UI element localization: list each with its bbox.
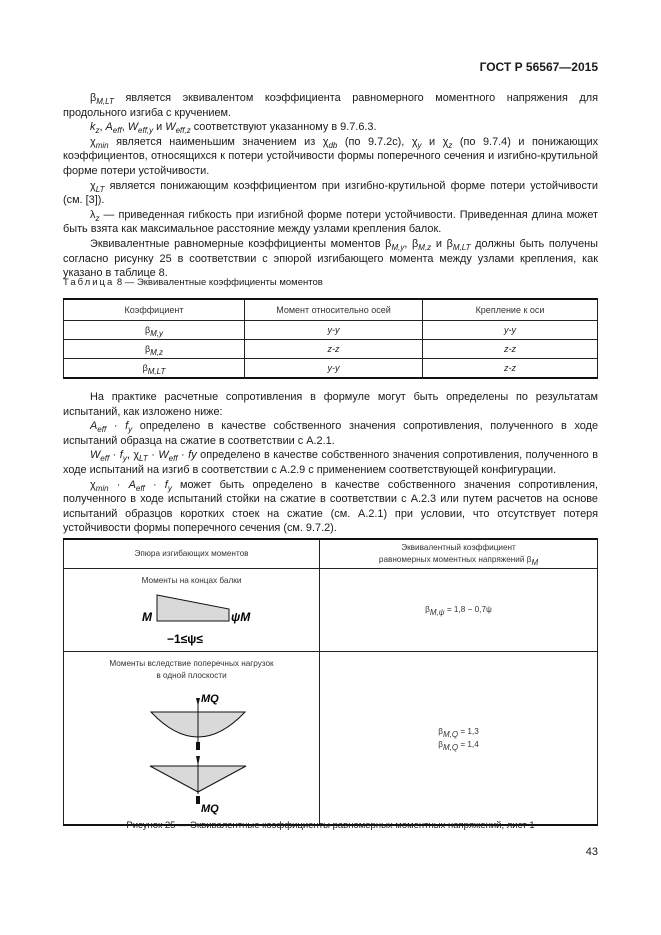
formula-line [320,739,597,752]
subscript: eff [100,454,110,464]
subscript: eff [112,126,122,136]
text-run: и [153,121,166,134]
table-header-row [64,299,598,321]
math-symbol: fy [188,449,197,462]
figure-25-table [63,538,598,826]
text-run: может быть определено в качестве собственного значения сопротивления, полученного в ходе испытаний стойки на сжатие в соответствии с А.2.3 или путем расчетов на основе испытаний образцов коротких стоек на сжатие (см. А.2.1) при условии, что отсутствует потеря устойчивости формы поперечного сечения (см. 9.7.2). [63,478,598,535]
load-arrow-icon [196,698,200,706]
moment-left-label: M [142,609,152,624]
math-symbol: A [105,121,113,134]
moment-cell: y-y [245,359,423,379]
fix-cell: z-z [423,340,598,359]
text-run: λ [90,208,96,221]
moment-cell: y-y [245,321,423,340]
formula-sub: M,ψ [429,608,445,617]
coef-symbol: β [142,363,148,373]
subscript: z [95,213,100,223]
figure-row-transverse-loads [64,651,598,825]
figure-header-left: Эпюра изгибающих моментов [64,539,320,568]
coef-subscript: M,LT [147,367,166,376]
subscript: y [417,140,422,150]
formula-beta: β [425,605,430,614]
end-moments-diagram-cell [64,568,320,651]
subscript: db [328,140,338,150]
document-id: ГОСТ Р 56567—2015 [479,60,598,74]
formula-sub: M,Q [442,742,459,752]
paragraph [63,237,598,281]
header-right-text: равномерных моментных напряжений β [378,555,532,565]
text-run: является наименьшим значением из χ [108,135,329,148]
subscript: z [448,140,453,150]
table-caption [63,277,323,288]
subscript: M,y [391,242,405,252]
text-run: , β [404,237,419,250]
table-row [64,340,598,359]
table-8 [63,298,598,379]
coef-cell [64,359,245,379]
text-run: На практике расчетные сопротивления в формуле могут быть определены по результатам испытаний, как изложено ниже: [63,391,598,418]
paragraph [63,208,598,237]
table-row [64,359,598,379]
subscript: eff [168,454,178,464]
text-run: и χ [421,135,449,148]
moment-right-label: ψM [231,609,251,624]
coef-cell [64,321,245,340]
formula-rest: = 1,8 − 0,7ψ [444,605,492,614]
subscript: M,LT [96,97,114,106]
subscript: eff [135,483,145,493]
transverse-formula-cell [320,651,598,825]
math-symbol: W [165,121,176,134]
transverse-label-line2: в одной плоскости [156,670,227,680]
text-run: (по 9.7.2c), χ [337,135,418,148]
text-run: , [99,121,106,134]
paragraph [63,91,598,120]
header-right-sub: M [531,558,539,568]
mq-bottom-label: MQ [201,802,219,815]
text-run: · [109,449,120,462]
text-run: является понижающим коэффициентом при изгибно-крутильной форме потери устойчивости (см. [3]). [63,179,598,207]
text-run: (по 9.7.4) и понижающих коэффициентов, относящихся к потери устойчивости формы поперечного сечения и изгибно-крутильной форме потери устойчивости. [63,135,599,177]
subscript: M,LT [452,242,471,252]
end-moments-diagram [64,587,319,649]
mq-top-label: MQ [201,692,219,705]
table-header-cell: Коэффициент [64,299,245,321]
paragraph [63,179,598,208]
subscript: LT [139,454,148,464]
formula-rest: = 1,4 [458,739,479,749]
subscript: eff [97,425,107,435]
moment-diagram-trapezoid [157,595,229,621]
coef-subscript: M,z [150,348,164,357]
math-symbol: f [119,449,123,462]
paragraph [63,419,598,448]
table-header-cell: Крепление к оси [423,299,598,321]
text-run: · [144,478,165,491]
subscript: min [95,140,109,150]
subscript: eff,y [138,126,154,136]
text-run: χ [90,478,96,491]
transverse-label-line1: Моменты вследствие поперечных нагрузок [109,658,274,668]
fix-cell: z-z [423,359,598,379]
text-run: должны быть получены согласно рисунку 25 в соответствии с эпюрой изгибающего момента между узлами крепления, как указано в таблице 8. [63,237,598,280]
body-text-bottom [63,390,598,536]
coef-subscript: M,y [150,329,164,338]
text-run: , [121,121,128,134]
table-header-cell: Момент относительно осей [245,299,423,321]
coef-cell [64,340,245,359]
coef-symbol: β [144,344,151,354]
figure-caption: Рисунок 25 — Эквивалентные коэффициенты равномерных моментных напряжений, лист 1 [126,820,535,831]
transverse-diagram-cell [64,651,320,825]
end-moments-formula-cell [320,568,598,651]
math-symbol: f [125,420,129,433]
header-right-line2 [320,555,597,568]
figure-header-row [64,539,598,568]
text-run: определено в качестве собственного значения сопротивления, полученного в ходе испытаний на изгиб в соответствии с А.2.9 с применением соответствующей конфигурации. [63,449,598,476]
support-icon [196,796,200,804]
figure-row-end-moments [64,568,598,651]
body-text-top [63,91,598,281]
paragraph [63,135,598,179]
math-symbol: W [127,121,139,134]
fix-cell: y-y [423,321,598,340]
moment-cell: z-z [245,340,423,359]
table-caption-prefix: Таблица [63,277,115,288]
text-run: и β [431,237,453,250]
math-symbol: A [128,478,136,491]
text-run: · [106,420,126,433]
subscript: M,z [418,242,432,252]
formula-line [320,726,597,739]
text-run: β [90,92,97,104]
math-symbol: f [164,478,168,491]
text-run: · [108,478,129,491]
math-symbol: W [90,449,101,462]
math-symbol: W [158,449,169,462]
text-run: определено в качестве собственного значения сопротивления, полученного в ходе испытаний образца на сжатие в соответствии с А.2.1. [63,420,598,447]
subscript: LT [95,184,105,194]
paragraph [63,120,598,135]
text-run: χ [90,135,96,148]
table-caption-title: 8 — Эквивалентные коэффициенты моментов [114,277,323,288]
subscript: y [122,454,127,464]
page-number: 43 [585,846,598,858]
formula-beta: β [438,726,443,736]
transverse-diagram [64,682,319,822]
math-symbol: k [90,121,96,134]
coef-symbol: β [144,325,151,335]
paragraph [63,478,598,536]
subscript: z [95,126,100,136]
paragraph [63,390,598,419]
subscript: eff,z [175,126,191,136]
text-run: χ [90,179,96,192]
formula-sub: M,Q [442,729,459,739]
subscript: y [128,425,133,435]
header-right-line1: Эквивалентный коэффициент [401,543,516,553]
paragraph [63,448,598,477]
transverse-label [64,658,319,682]
text-run: · [177,449,189,462]
text-run: является эквивалентом коэффициента равномерного моментного напряжения для продольного изгиба с кручением. [63,92,598,119]
text-run: Эквивалентные равномерные коэффициенты моментов β [90,237,392,250]
text-run: · [147,449,159,462]
end-moments-label: Моменты на концах балки [141,575,242,585]
math-symbol: A [90,420,98,433]
subscript: min [95,483,109,493]
text-run: соответствуют указанному в 9.7.6.3. [190,121,377,134]
text-run: , χ [126,449,140,462]
subscript: y [167,483,172,493]
formula-beta: β [438,739,443,749]
figure-header-right [320,539,598,568]
psi-range-label: −1≤ψ≤ [167,631,203,646]
table-row [64,321,598,340]
formula-rest: = 1,3 [458,726,479,736]
support-icon [196,742,200,750]
text-run: — приведенная гибкость при изгибной форме потери устойчивости. Приведенная длина может быть взята как максимальное расстояние между узлами крепления балок. [63,208,598,236]
